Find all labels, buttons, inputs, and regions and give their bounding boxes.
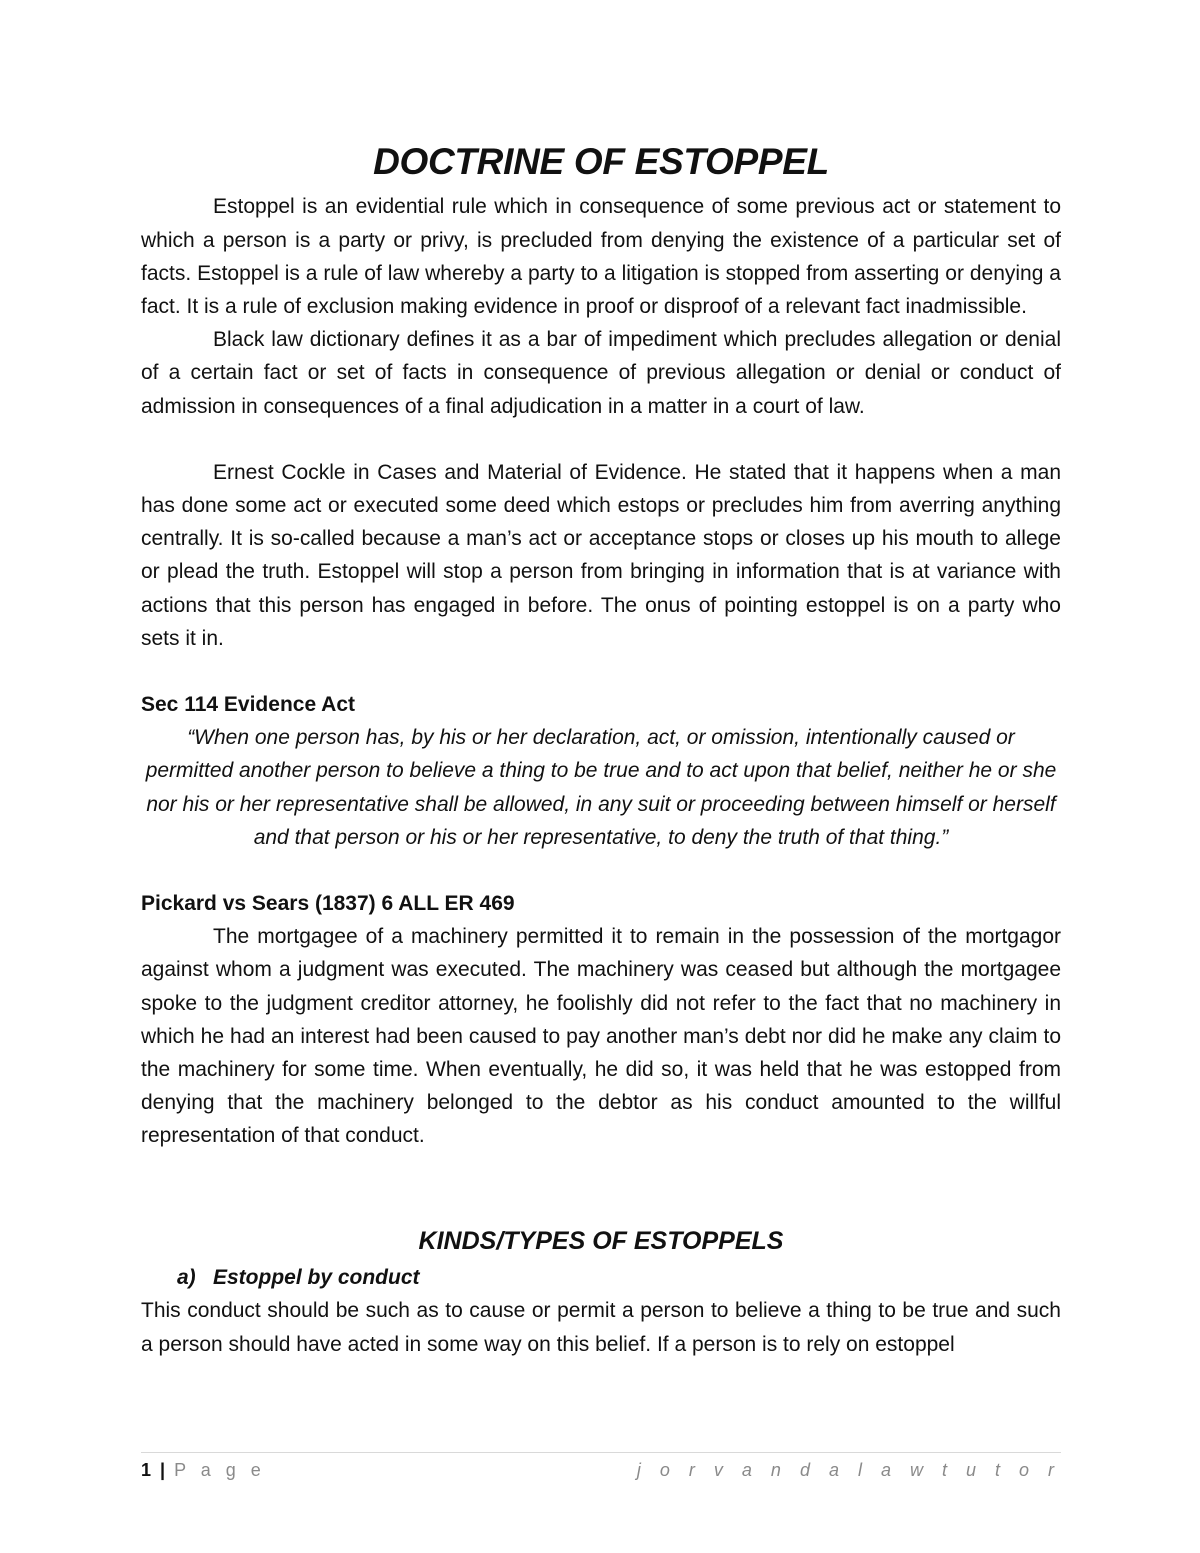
page-number: 1: [141, 1460, 152, 1480]
kinds-item-a-heading: [177, 1261, 1061, 1294]
kinds-heading: KINDS/TYPES OF ESTOPPELS: [418, 1226, 784, 1255]
paragraph-spacer: [141, 1186, 1061, 1225]
page-label: P a g e: [174, 1460, 266, 1480]
paragraph-spacer: [141, 854, 1061, 887]
case-paragraph: The mortgagee of a machinery permitted it to remain in the possession of the mortgagor against whom a judgment was executed. The machinery was ceased but although the mortgagee spoke to the judgment creditor attorney, he foolishly did not refer to the fact that no machinery in which he had an interest had been caused to pay another man’s debt nor did he make any claim to the machinery for some time. When eventually, he did so, it was held that he was estopped from denying that the machinery belonged to the debtor as his conduct amounted to the willful representation of that conduct.: [141, 925, 1061, 1148]
list-marker: a): [177, 1266, 196, 1290]
paragraph-spacer: [141, 1153, 1061, 1186]
footer-divider: [141, 1452, 1061, 1453]
paragraph-spacer: [141, 655, 1061, 688]
document-title: DOCTRINE OF ESTOPPEL: [373, 141, 829, 182]
intro-paragraph-3: Ernest Cockle in Cases and Material of Evidence. He stated that it happens when a man has done some act or executed some deed which estops or precludes him from averring anything centrally. It is so-called because a man’s act or acceptance stops or closes up his mouth to allege or plead the truth. Estoppel will stop a person from bringing in information that is at variance with actions that this person has engaged in before. The onus of pointing estoppel is on a party who sets it in.: [141, 460, 1061, 650]
page-separator: |: [160, 1460, 166, 1480]
paragraph-spacer: [141, 423, 1061, 456]
document-page: [141, 140, 1061, 1361]
page-indicator: [141, 1458, 266, 1482]
sec114-heading: Sec 114 Evidence Act: [141, 693, 356, 717]
kinds-item-a-title: Estoppel by conduct: [213, 1266, 420, 1290]
case-heading: Pickard vs Sears (1837) 6 ALL ER 469: [141, 892, 515, 916]
footer-brand: j o r v a n d a l a w t u t o r: [636, 1460, 1061, 1480]
kinds-item-a-paragraph: This conduct should be such as to cause or permit a person to believe a thing to be true and such a person should have acted in some way on this belief. If a person is to rely on estoppel: [141, 1299, 1061, 1356]
page-footer: [141, 1458, 1061, 1482]
intro-paragraph-1: Estoppel is an evidential rule which in consequence of some previous act or statement to which a person is a party or privy, is precluded from denying the existence of a particular set of facts. Estoppel is a rule of law whereby a party to a litigation is stopped from asserting or denying a fact. It is a rule of exclusion making evidence in proof or disproof of a relevant fact inadmissible.: [141, 195, 1061, 318]
sec114-quote: “When one person has, by his or her declaration, act, or omission, intentionally caused or permitted another person to believe a thing to be true and to act upon that belief, neither he or she nor his or her representative shall be allowed, in any suit or proceeding between himself or herself and that person or his or her representative, to deny the truth of that thing.”: [145, 726, 1057, 849]
intro-paragraph-2: Black law dictionary defines it as a bar of impediment which precludes allegation or denial of a certain fact or set of facts in consequence of previous allegation or denial or conduct of admission in consequences of a final adjudication in a matter in a court of law.: [141, 328, 1061, 418]
